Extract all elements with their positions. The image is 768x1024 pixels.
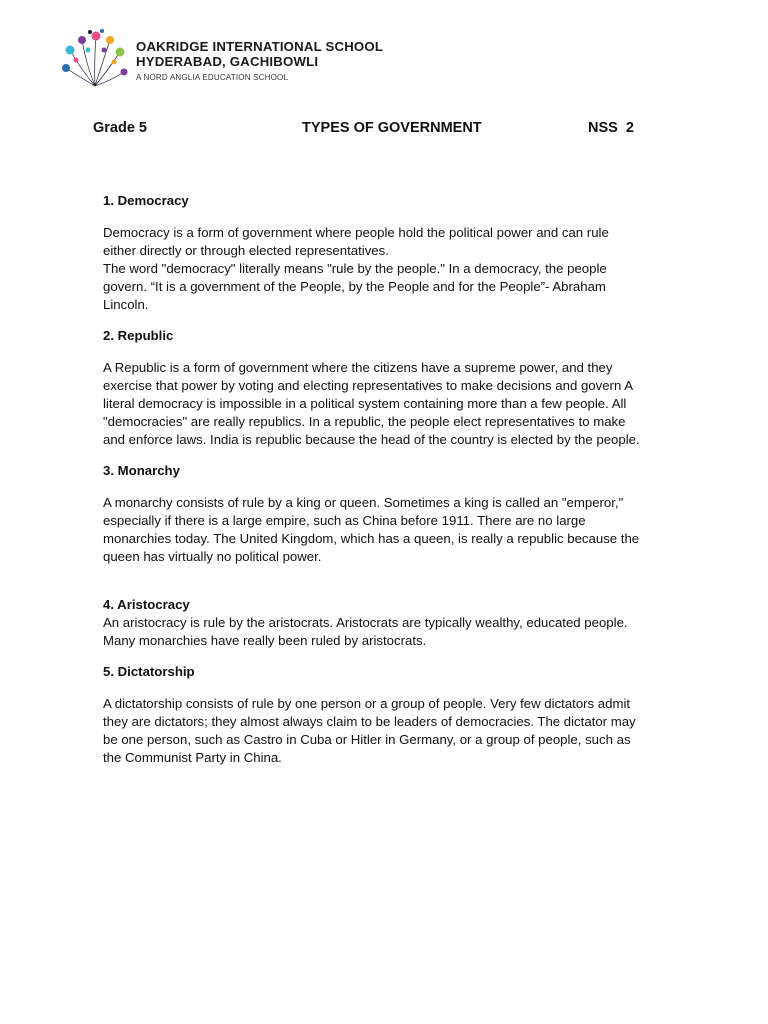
section-paragraph: [103, 494, 693, 566]
section-heading: 1. Democracy: [103, 193, 189, 208]
paragraph-line: be one person, such as Castro in Cuba or Hitler in Germany, or a group of people, such as: [103, 732, 631, 747]
paragraph-line: A Republic is a form of government where the citizens have a supreme power, and they: [103, 360, 613, 375]
paragraph-line: and enforce laws. India is republic because the head of the country is elected by the people.: [103, 432, 640, 447]
section-democracy: [103, 192, 693, 314]
section-aristocracy: [103, 596, 693, 650]
school-name: OAKRIDGE INTERNATIONAL SCHOOL: [136, 39, 384, 54]
section-heading: 3. Monarchy: [103, 463, 180, 478]
paragraph-line: The word "democracy" literally means "rule by the people." In a democracy, the people: [103, 261, 607, 276]
school-campus: HYDERABAD, GACHIBOWLI: [136, 54, 319, 69]
section-paragraph: [103, 695, 693, 767]
school-logo-icon: [60, 28, 130, 90]
section-paragraph: [103, 614, 693, 650]
paragraph-line: they are dictators; they almost always claim to be leaders of democracies. The dictator may: [103, 714, 636, 729]
document-body: [103, 192, 693, 767]
document-title: TYPES OF GOVERNMENT: [302, 120, 482, 136]
paragraph-line: Democracy is a form of government where people hold the political power and can rule: [103, 225, 609, 240]
section-heading: 4. Aristocracy: [103, 597, 190, 612]
section-dictatorship: [103, 663, 693, 767]
school-tagline: A NORD ANGLIA EDUCATION SCHOOL: [136, 73, 289, 82]
paragraph-line: literal democracy is impossible in a political system containing more than a few people. All: [103, 396, 627, 411]
section-monarchy: [103, 462, 693, 566]
paragraph-line: the Communist Party in China.: [103, 750, 282, 765]
section-heading: 5. Dictatorship: [103, 664, 195, 679]
section-republic: [103, 327, 693, 449]
section-heading: 2. Republic: [103, 328, 174, 343]
school-letterhead: [60, 28, 420, 90]
paragraph-line: either directly or through elected representatives.: [103, 243, 389, 258]
paragraph-line: especially if there is a large empire, such as China before 1911. There are no large: [103, 513, 586, 528]
paragraph-line: govern. “It is a government of the People, by the People and for the People”- Abraham: [103, 279, 606, 294]
section-paragraph: [103, 359, 693, 449]
section-paragraph: [103, 224, 693, 314]
grade-label: Grade 5: [93, 120, 147, 136]
paragraph-line: queen has virtually no political power.: [103, 549, 322, 564]
course-code: NSS 2: [588, 120, 634, 136]
paragraph-line: Many monarchies have really been ruled by aristocrats.: [103, 633, 427, 648]
paragraph-line: A monarchy consists of rule by a king or queen. Sometimes a king is called an "emperor,": [103, 495, 624, 510]
paragraph-line: A dictatorship consists of rule by one person or a group of people. Very few dictators admit: [103, 696, 631, 711]
paragraph-line: Lincoln.: [103, 297, 149, 312]
paragraph-line: An aristocracy is rule by the aristocrats. Aristocrats are typically wealthy, educated people.: [103, 615, 628, 630]
paragraph-line: monarchies today. The United Kingdom, which has a queen, is really a republic because the: [103, 531, 640, 546]
document-header: [0, 120, 768, 140]
paragraph-line: exercise that power by voting and electing representatives to make decisions and govern A: [103, 378, 634, 393]
paragraph-line: "democracies" are really republics. In a republic, the people elect representatives to make: [103, 414, 626, 429]
